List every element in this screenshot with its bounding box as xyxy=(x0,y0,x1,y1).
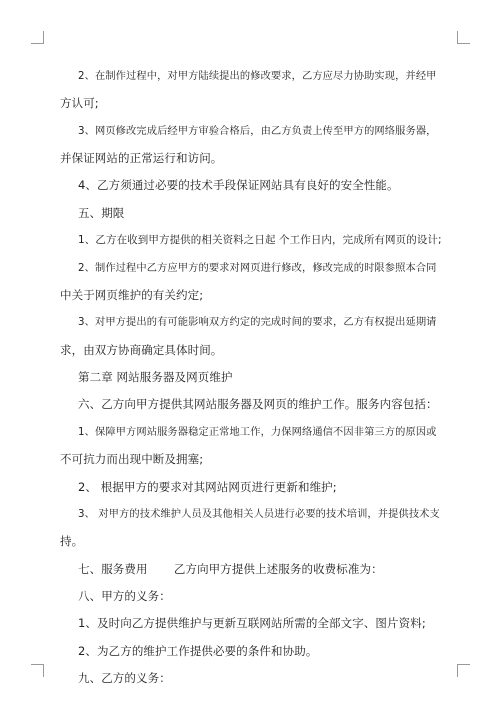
paragraph-line: 3、网页修改完成后经甲方审验合格后，由乙方负责上传至甲方的网络服务器， xyxy=(78,125,437,137)
paragraph-line: 4、乙方须通过必要的技术手段保证网站具有良好的安全性能。 xyxy=(78,178,399,192)
chapter-heading: 第二章 网站服务器及网页维护 xyxy=(78,370,233,384)
paragraph-line: 2、 根据甲方的要求对其网站网页进行更新和维护; xyxy=(78,480,337,494)
paragraph-line: 2、在制作过程中，对甲方陆续提出的修改要求，乙方应尽力协助实现，并经甲 xyxy=(78,70,437,82)
paragraph-line: 1、保障甲方网站服务器稳定正常地工作，力保网络通信不因非第三方的原因或 xyxy=(78,426,437,438)
crop-mark-top-left xyxy=(31,31,44,44)
paragraph-line: 1、及时向乙方提供维护与更新互联网站所需的全部文字、图片资料; xyxy=(78,616,426,630)
paragraph-line: 1、乙方在收到甲方提供的相关资料之日起 个工作日内，完成所有网页的设计; xyxy=(78,234,442,246)
paragraph-line: 2、为乙方的维护工作提供必要的条件和协助。 xyxy=(78,644,318,658)
section-heading: 八、甲方的义务： xyxy=(78,589,171,603)
section-heading: 九、乙方的义务： xyxy=(78,671,171,685)
paragraph-line: 求，由双方协商确定具体时间。 xyxy=(60,343,223,357)
crop-mark-top-right xyxy=(457,31,470,44)
paragraph-line: 3、对甲方提出的有可能影响双方约定的完成时间的要求，乙方有权提出延期请 xyxy=(78,316,437,328)
paragraph-line: 不可抗力而出现中断及拥塞; xyxy=(60,452,204,466)
crop-mark-bottom-left xyxy=(31,664,44,677)
section-heading: 七、服务费用 乙方向甲方提供上述服务的收费标准为： xyxy=(78,562,383,576)
paragraph-line: 六、乙方向甲方提供其网站服务器及网页的维护工作。服务内容包括： xyxy=(78,397,438,411)
paragraph-line: 并保证网站的正常运行和访问。 xyxy=(60,151,223,165)
paragraph-line: 持。 xyxy=(60,534,84,548)
paragraph-line: 中关于网页维护的有关约定; xyxy=(60,288,204,302)
paragraph-line: 方认可; xyxy=(60,96,99,110)
crop-mark-bottom-right xyxy=(457,664,470,677)
paragraph-line: 3、 对甲方的技术维护人员及其他相关人员进行必要的技术培训，并提供技术支 xyxy=(78,508,440,520)
paragraph-line: 2、制作过程中乙方应甲方的要求对网页进行修改，修改完成的时限参照本合同 xyxy=(78,262,437,274)
section-heading: 五、期限 xyxy=(78,206,125,220)
